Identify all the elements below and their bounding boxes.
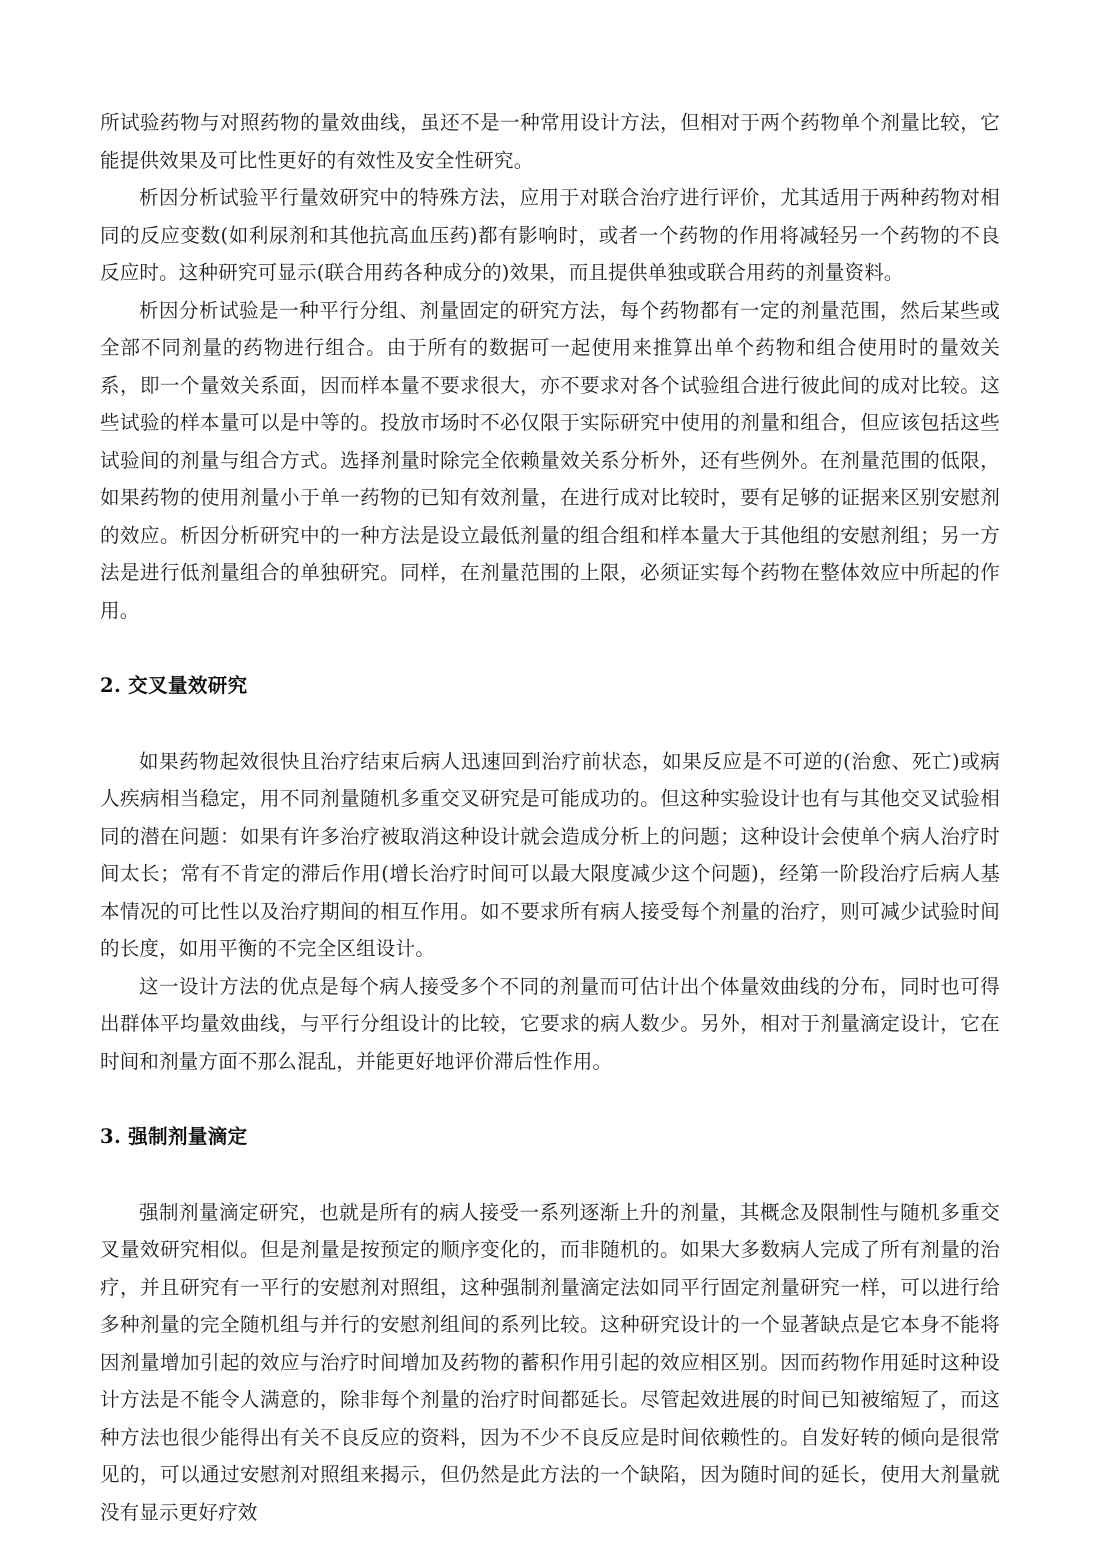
- paragraph-continuation: 所试验药物与对照药物的量效曲线，虽还不是一种常用设计方法，但相对于两个药物单个剂量比较，它能提供效果及可比性更好的有效性及安全性研究。: [100, 111, 1000, 172]
- section-heading-2-title: 交叉量效研究: [128, 674, 248, 697]
- paragraph-factorial-intro: 析因分析试验平行量效研究中的特殊方法，应用于对联合治疗进行评价，尤其适用于两种药物对相同的反应变数(如利尿剂和其他抗高血压药)都有影响时，或者一个药物的作用将减轻另一个药物的不良反应时。这种研究可显示(联合用药各种成分的)效果，而且提供单独或联合用药的剂量资料。: [100, 186, 1000, 284]
- paragraph-forced-titration: 强制剂量滴定研究，也就是所有的病人接受一系列逐渐上升的剂量，其概念及限制性与随机多重交叉量效研究相似。但是剂量是按预定的顺序变化的，而非随机的。如果大多数病人完成了所有剂量的治疗，并且研究有一平行的安慰剂对照组，这种强制剂量滴定法如同平行固定剂量研究一样，可以进行给多种剂量的完全随机组与并行的安慰剂组间的系列比较。这种研究设计的一个显著缺点是它本身不能将因剂量增加引起的效应与治疗时间增加及药物的蓄积作用引起的效应相区别。因而药物作用延时这种设计方法是不能令人满意的，除非每个剂量的治疗时间都延长。尽管起效进展的时间已知被缩短了，而这种方法也很少能得出有关不良反应的资料，因为不少不良反应是时间依赖性的。自发好转的倾向是很常见的，可以通过安慰剂对照组来揭示，但仍然是此方法的一个缺陷，因为随时间的延长，使用大剂量就没有显示更好疗效: [100, 1200, 1000, 1524]
- section-heading-3-number: 3.: [100, 1125, 122, 1148]
- section-heading-2-number: 2.: [100, 674, 122, 697]
- spacer-after-heading-3: [100, 1156, 1000, 1194]
- paragraph-factorial-detail: 析因分析试验是一种平行分组、剂量固定的研究方法，每个药物都有一定的剂量范围，然后某些或全部不同剂量的药物进行组合。由于所有的数据可一起使用来推算出单个药物和组合使用时的量效关系，即一个量效关系面，因而样本量不要求很大，亦不要求对各个试验组合进行彼此间的成对比较。这些试验的样本量可以是中等的。投放市场时不必仅限于实际研究中使用的剂量和组合，但应该包括这些试验间的剂量与组合方式。选择剂量时除完全依赖量效关系分析外，还有些例外。在剂量范围的低限，如果药物的使用剂量小于单一药物的已知有效剂量，在进行成对比较时，要有足够的证据来区别安慰剂的效应。析因分析研究中的一种方法是设立最低剂量的组合组和样本量大于其他组的安慰剂组；另一方法是进行低剂量组合的单独研究。同样，在剂量范围的上限，必须证实每个药物在整体效应中所起的作用。: [100, 298, 1000, 622]
- section-heading-2: [100, 667, 1000, 705]
- section-heading-3: [100, 1118, 1000, 1156]
- spacer-before-heading-3: [100, 1080, 1000, 1118]
- spacer-after-heading-2: [100, 705, 1000, 743]
- paragraph-crossover-advantages: 这一设计方法的优点是每个病人接受多个不同的剂量而可估计出个体量效曲线的分布，同时也可得出群体平均量效曲线，与平行分组设计的比较，它要求的病人数少。另外，相对于剂量滴定设计，它在时间和剂量方面不那么混乱，并能更好地评价滞后性作用。: [100, 974, 1000, 1073]
- spacer-before-heading-2: [100, 629, 1000, 667]
- paragraph-crossover-design: 如果药物起效很快且治疗结束后病人迅速回到治疗前状态，如果反应是不可逆的(治愈、死亡)或病人疾病相当稳定，用不同剂量随机多重交叉研究是可能成功的。但这种实验设计也有与其他交叉试验相同的潜在问题：如果有许多治疗被取消这种设计就会造成分析上的问题；这种设计会使单个病人治疗时间太长；常有不肯定的滞后作用(增长治疗时间可以最大限度减少这个问题)，经第一阶段治疗后病人基本情况的可比性以及治疗期间的相互作用。如不要求所有病人接受每个剂量的治疗，则可减少试验时间的长度，如用平衡的不完全区组设计。: [100, 749, 1000, 960]
- section-heading-3-title: 强制剂量滴定: [128, 1125, 248, 1148]
- page-content: [100, 104, 1000, 1531]
